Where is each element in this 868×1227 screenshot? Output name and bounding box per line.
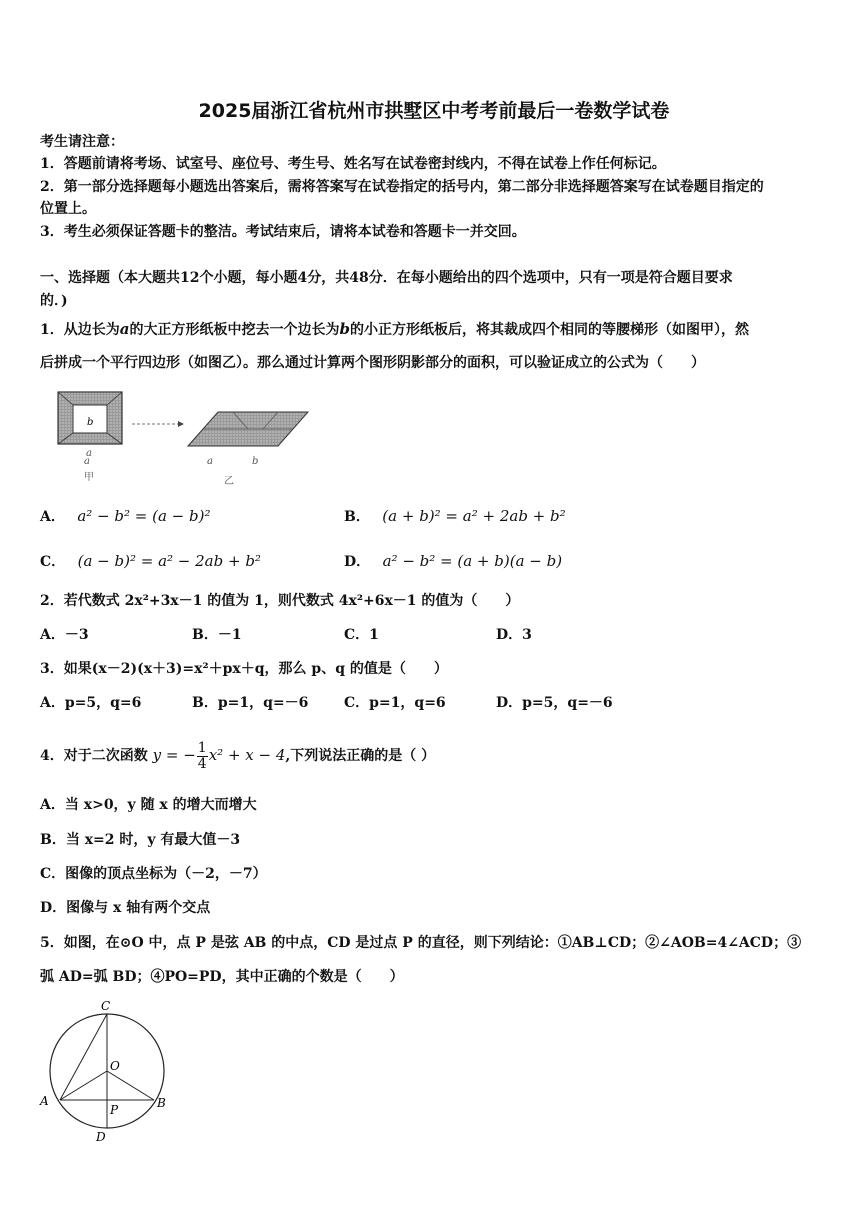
q2-option-b[interactable]: B．－1	[192, 627, 242, 643]
notice-item-2-cont: 位置上。	[40, 201, 96, 217]
q4-formula	[152, 739, 286, 772]
fig-jia-caption-a: a	[84, 456, 90, 467]
label-c: C	[101, 999, 111, 1013]
q3-option-a[interactable]: A．p=5，q=6	[40, 695, 142, 711]
q1-option-a-label: A．	[40, 509, 65, 525]
notice-item-2: 2．第一部分选择题每小题选出答案后，需将答案写在试卷指定的括号内，第二部分非选择题答案写在试卷题目指定的	[40, 179, 764, 195]
q1-option-b-formula: (a + b)² = a² + 2ab + b²	[382, 507, 566, 525]
q4-fraction-den: 4	[197, 755, 207, 772]
segment-bo	[107, 1071, 154, 1100]
q3-option-b[interactable]: B．p=1，q=－6	[192, 695, 309, 711]
segment-ao	[60, 1071, 107, 1100]
q1-option-a-formula: a² − b² = (a − b)²	[77, 507, 211, 525]
q1-option-c[interactable]	[40, 550, 261, 573]
fig-jia-caption: 甲	[84, 472, 94, 483]
section-header-line-2: 的．)	[40, 293, 68, 309]
label-d: D	[96, 1130, 106, 1144]
q1-text-part: 的小正方形纸板后，将其裁成四个相同的等腰梯形（如图甲），然	[349, 322, 749, 338]
label-b: B	[157, 1096, 166, 1110]
fig-label-b: b	[87, 417, 94, 428]
q5-text-line-1: 5．如图，在⊙O 中，点 P 是弦 AB 的中点，CD 是过点 P 的直径，则下列结论：①AB⊥CD；②∠AOB=4∠ACD；③	[40, 935, 802, 951]
label-o: O	[110, 1059, 120, 1073]
q1-option-d-formula: a² − b² = (a + b)(a − b)	[382, 552, 563, 570]
section-header-line-1: 一、选择题（本大题共12个小题，每小题4分，共48分．在每小题给出的四个选项中，只有一项是符合题目要求	[40, 270, 733, 286]
q4-text-part: 4．对于二次函数	[40, 748, 148, 764]
q1-option-a[interactable]	[40, 505, 210, 528]
segment-ac	[60, 1014, 107, 1100]
q4-text	[40, 737, 830, 773]
q4-option-c[interactable]: C．图像的顶点坐标为（－2，－7）	[40, 866, 267, 882]
notice-item-3: 3．考生必须保证答题卡的整洁。考试结束后，请将本试卷和答题卡一并交回。	[40, 224, 526, 240]
fig-label-a: a	[86, 448, 92, 459]
q4-option-d[interactable]: D．图像与 x 轴有两个交点	[40, 900, 211, 916]
fig-yi-label-a: a	[207, 456, 213, 467]
q1-text-part: 的大正方形纸板中挖去一个边长为	[129, 322, 340, 338]
notice-heading: 考生请注意：	[40, 134, 124, 150]
q1-option-d-label: D．	[344, 554, 371, 570]
q5-circle-figure	[36, 998, 176, 1148]
q2-text: 2．若代数式 2x²+3x－1 的值为 1，则代数式 4x²+6x－1 的值为（ ）	[40, 593, 520, 609]
q1-text-part: 1．从边长为	[40, 322, 120, 338]
q3-option-d[interactable]: D．p=5，q=－6	[496, 695, 613, 711]
q1-option-b-label: B．	[344, 509, 370, 525]
q1-option-c-formula: (a − b)² = a² − 2ab + b²	[77, 552, 261, 570]
q1-option-c-label: C．	[40, 554, 66, 570]
q4-formula-rhs: x² + x − 4	[208, 746, 286, 764]
q4-option-a[interactable]: A．当 x>0，y 随 x 的增大而增大	[40, 797, 257, 813]
fig-yi-label-b: b	[252, 456, 259, 467]
q2-option-c[interactable]: C．1	[344, 627, 379, 643]
q1-option-d[interactable]	[344, 550, 562, 573]
page-title: 2025届浙江省杭州市拱墅区中考考前最后一卷数学试卷	[198, 100, 670, 122]
q1-var-a: a	[119, 320, 130, 338]
q1-option-b[interactable]	[344, 505, 566, 528]
q4-formula-lhs: y = −	[152, 746, 196, 764]
q3-text: 3．如果(x－2)(x＋3)=x²＋px＋q，那么 p、q 的值是（ ）	[40, 661, 448, 677]
label-a: A	[40, 1094, 49, 1108]
q4-fraction-num: 1	[197, 739, 207, 756]
notice-item-1: 1．答题前请将考场、试室号、座位号、考生号、姓名写在试卷密封线内，不得在试卷上作任何标记。	[40, 156, 666, 172]
q1-var-b: b	[339, 320, 350, 338]
q3-option-c[interactable]: C．p=1，q=6	[344, 695, 446, 711]
q5-text-line-2: 弧 AD=弧 BD；④PO=PD，其中正确的个数是（ ）	[40, 969, 404, 985]
label-p: P	[110, 1103, 119, 1117]
q2-option-d[interactable]: D．3	[496, 627, 532, 643]
fig-yi-caption: 乙	[224, 476, 234, 487]
q4-option-b[interactable]: B．当 x=2 时，y 有最大值－3	[40, 832, 241, 848]
q2-option-a[interactable]: A．－3	[40, 627, 89, 643]
figure-yi-parallelogram	[188, 412, 308, 446]
arrow-icon	[132, 421, 184, 427]
q1-text-line-1	[40, 318, 830, 341]
q4-fraction	[197, 741, 208, 772]
q4-text-part: ,下列说法正确的是（ ）	[285, 748, 436, 764]
q1-text-line-2: 后拼成一个平行四边形（如图乙）。那么通过计算两个图形阴影部分的面积，可以验证成立的公式为（ ）	[40, 355, 705, 371]
q1-figure	[50, 386, 320, 462]
